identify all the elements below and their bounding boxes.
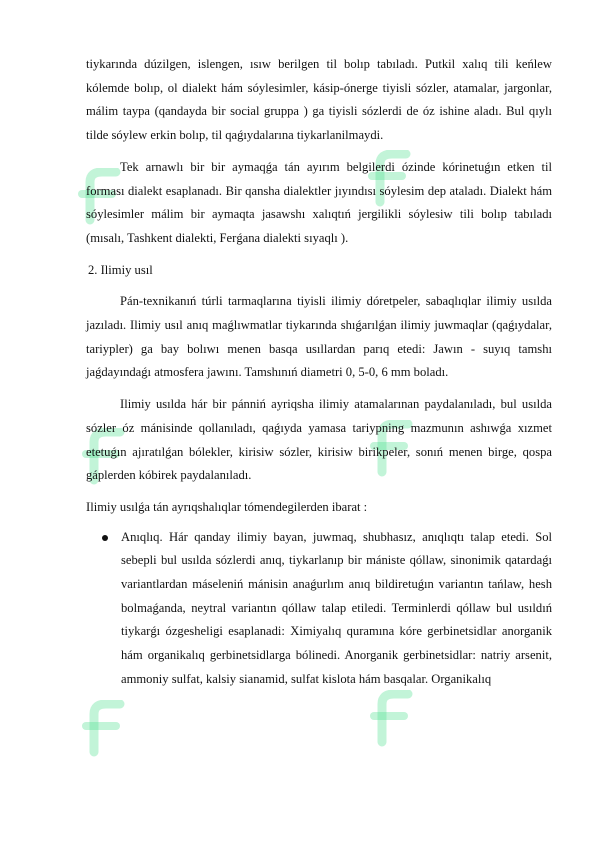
section-heading: 2. Ilimiy usıl: [88, 262, 153, 277]
paragraph: Ilimiy usılda hár bir pánniń ayriqsha ilimiy atamalarınan paydalanıladı, bul usılda sózler óz mánisinde qollanıladı, qaǵıyda yamasa tariypning mazmunın ashıwǵa xızmet etetuǵın ajıratılǵan bólekler, kirisiw sózler, kirisiw birikpeler, sonıń menen birge, qospa gáplerden kóbirek paydalanıladı.: [86, 397, 552, 483]
bullet-icon: [102, 535, 108, 541]
paragraph: tiykarında dúzilgen, islengen, ısıw berilgen til bolıp tabıladı. Putkil xalıq tili keńlew kólemde bolıp, ol dialekt hám sóylesimler, kásip-ónerge tiyisli sózler, atamalar, jargonlar, málim taypa (qandayda bir social gruppa ) ga tiyisli sózlerdi de óz ishine aladı. Bul qıylı tilde sóylew erkin bolıp, til qaǵıydalarına tiykarlanilmaydi.: [86, 57, 552, 143]
watermark-logo: [82, 700, 132, 758]
watermark-logo: [370, 690, 420, 748]
bullet-list: [86, 526, 552, 692]
paragraph: Ilimiy usılǵa tán ayrıqshalıqlar tómendegilerden ibarat :: [86, 499, 368, 514]
document-body: [86, 53, 552, 692]
paragraph: Tek arnawlı bir bir aymaqǵa tán ayırım belgilerdi ózinde kórinetuǵın etken til forması dialekt esaplanadı. Bir qansha dialektler jıyındısı sóylesim dep ataladı. Dialekt hám sóylesimler málim bir aymaqta jasawshı xalıqtıń jergilikli sóylesiw tili bolıp tabıladı (mısalı, Tashkent dialekti, Ferǵana dialekti sıyaqlı ).: [86, 159, 552, 245]
list-item: [86, 526, 552, 692]
list-item-text: Anıqlıq. Hár qanday ilimiy bayan, juwmaq, shubhasız, anıqlıqtı talap etedi. Sol sebepli bul usılda sózlerdi anıq, tiykarlanıp bir mániste qóllaw, sinonimik qatardaǵı variantlardan máseleniń mánisin anaǵurlım anıq bildiretuǵın variantın tańlaw, hesh bolmaǵanda, neytral variantın qóllaw talap etiledi. Terminlerdi qóllaw bul usıldıń tiykarǵı ózgesheligi esaplanadi: Ximiyalıq quramına kóre gerbinetsidlar anorganik hám organikalıq gerbinetsidlarga bólinedi. Anorganik gerbinetsidlar: natriy arsenit, ammoniy sulfat, kalsiy sianamid, sulfat kislota hám basqalar. Organikalıq: [121, 529, 552, 686]
paragraph: Pán-texnikanıń túrli tarmaqlarına tiyisli ilimiy dóretpeler, sabaqlıqlar ilimiy usılda jazıladı. Ilimiy usıl anıq maǵlıwmatlar tiykarında shıǵarılǵan ilimiy juwmaqlar (qaǵıydalar, tariypler) ga bay bolıwı menen basqa usıllardan parıq etedi: Jawın - suyıq tamshı jaǵdayındaǵı atmosfera jawını. Tamshınıń diametri 0, 5-0, 6 mm boladı.: [86, 294, 552, 380]
